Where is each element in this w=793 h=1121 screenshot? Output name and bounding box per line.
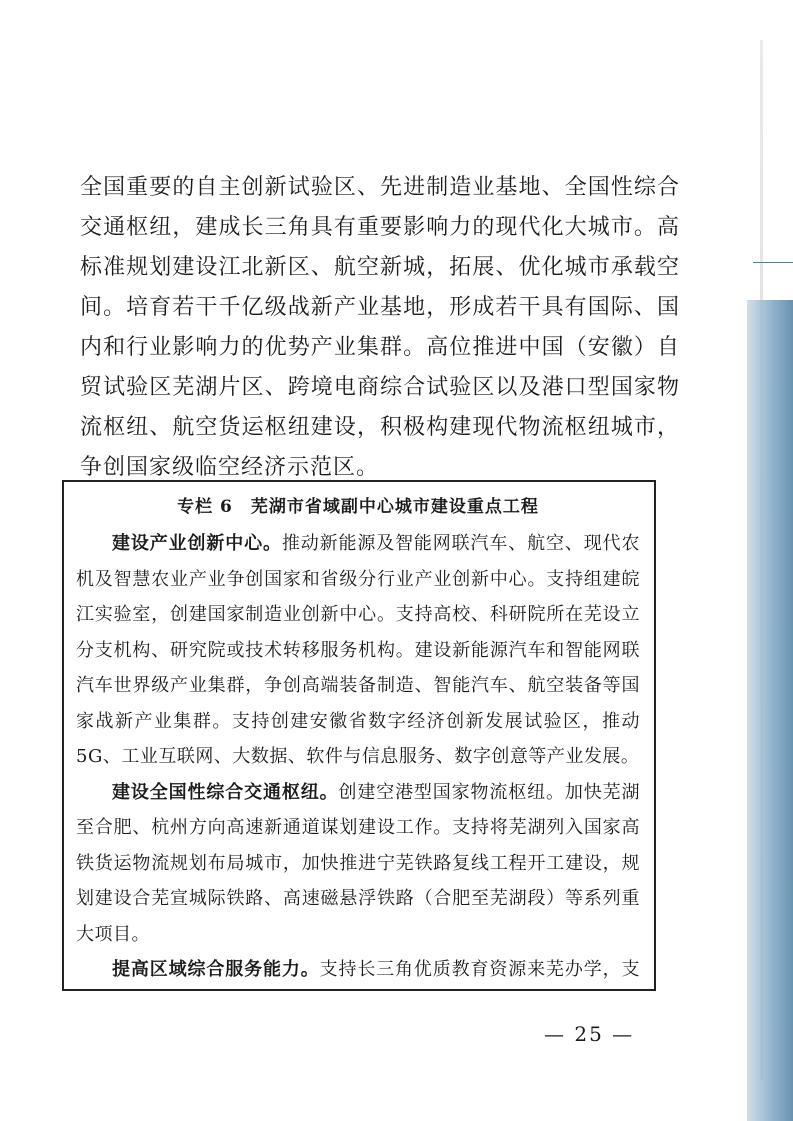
section-heading-industry: 建设产业创新中心。 — [112, 533, 282, 554]
section-heading-transport: 建设全国性综合交通枢纽。 — [112, 781, 339, 803]
scan-edge-strip — [747, 300, 793, 1121]
page-number: — 25 — — [544, 1022, 635, 1046]
column-section-industry — [76, 526, 640, 775]
column-section-services — [76, 952, 640, 991]
section-text-transport: 创建空港型国家物流枢纽。加快芜湖至合肥、杭州方向高速新通道谋划建设工作。支持将芜湖列入国家高铁货运物流规划布局城市，加快推进宁芜铁路复线工程开工建设，规划建设合芜宣城际铁路、高速磁悬浮铁路（合肥至芜湖段）等系列重大项目。 — [76, 781, 641, 945]
column-section-transport — [76, 775, 640, 953]
section-text-industry: 推动新能源及智能网联汽车、航空、现代农机及智慧农业产业争创国家和省级分行业产业创新中心。支持组建皖江实验室，创建国家制造业创新中心。支持高校、科研院所在芜设立分支机构、研究院或技术转移服务机构。建设新能源汽车和智能网联汽车世界级产业集群，争创高端装备制造、智能汽车、航空装备等国家战新产业集群。支持创建安徽省数字经济创新发展试验区，推动 5G、工业互联网、大数据、软件与信息服务、数字创意等产业发展。 — [76, 533, 641, 767]
intro-paragraph: 全国重要的自主创新试验区、先进制造业基地、全国性综合交通枢纽，建成长三角具有重要影响力的现代化大城市。高标准规划建设江北新区、航空新城，拓展、优化城市承载空间。培育若干千亿级战新产业基地，形成若干具有国际、国内和行业影响力的优势产业集群。高位推进中国（安徽）自贸试验区芜湖片区、跨境电商综合试验区以及港口型国家物流枢纽、航空货运枢纽建设，积极构建现代物流枢纽城市，争创国家级临空经济示范区。 — [80, 175, 680, 480]
scan-tick — [753, 262, 793, 263]
column-box — [62, 480, 656, 991]
section-heading-services: 提高区域综合服务能力。 — [112, 959, 320, 980]
column-title: 专栏 6 芜湖市省域副中心城市建设重点工程 — [177, 497, 539, 517]
section-text-services: 支持长三角优质教育资源来芜办学，支 — [319, 959, 641, 980]
